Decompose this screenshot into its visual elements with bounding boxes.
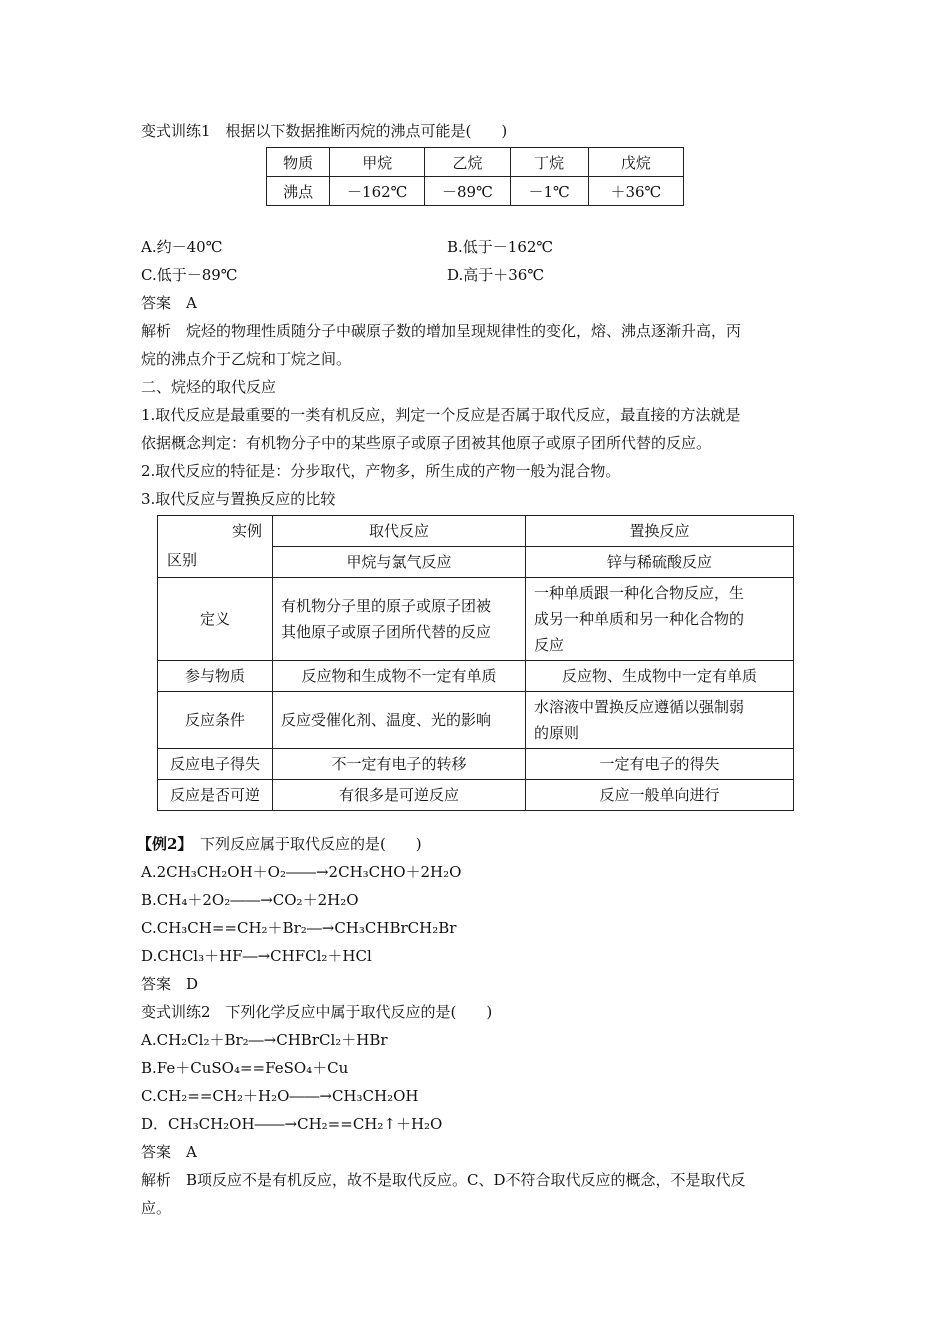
table-cell — [526, 578, 794, 661]
paragraph: 1.取代反应是最重要的一类有机反应，判定一个反应是否属于取代反应，最直接的方法就是 — [141, 406, 741, 424]
table-cell: 一定有电子的得失 — [526, 749, 794, 780]
cell-line: 反应 — [534, 636, 565, 654]
option-a: A.2CH₃CH₂OH＋O₂――→2CH₃CHO＋2H₂O — [141, 863, 462, 881]
table-row — [158, 578, 794, 661]
analysis: 解析 烷烃的物理性质随分子中碳原子数的增加呈现规律性的变化，熔、沸点逐渐升高，丙 — [141, 322, 742, 340]
option-d: D.CHCl₃＋HF―→CHFCl₂＋HCl — [141, 947, 372, 965]
option-a: A.约－40℃ — [141, 238, 223, 256]
answer: 答案 A — [141, 1143, 197, 1161]
cell-line: 的原则 — [534, 724, 580, 742]
table-cell — [273, 578, 526, 661]
table-cell: 反应受催化剂、温度、光的影响 — [273, 692, 526, 749]
table-cell: 物质 — [267, 148, 330, 177]
table-row — [267, 148, 684, 177]
row-label: 参与物质 — [158, 661, 273, 692]
exercise2-question: 变式训练2 下列化学反应中属于取代反应的是( ) — [141, 1003, 493, 1021]
cell-line: 其他原子或原子团所代替的反应 — [281, 623, 492, 641]
row-label: 反应是否可逆 — [158, 780, 273, 811]
option-b: B.低于－162℃ — [447, 238, 554, 256]
table-cell: 反应一般单向进行 — [526, 780, 794, 811]
cell-line: 有机物分子里的原子或原子团被 — [281, 597, 492, 615]
boiling-point-table — [266, 147, 684, 206]
option-a: A.CH₂Cl₂＋Br₂―→CHBrCl₂＋HBr — [141, 1031, 388, 1049]
table-cell: 甲烷 — [330, 148, 425, 177]
table-cell: －1℃ — [510, 177, 588, 206]
option-c: C.CH₃CH==CH₂＋Br₂―→CH₃CHBrCH₂Br — [141, 919, 457, 937]
column-subheader: 锌与稀硫酸反应 — [526, 547, 794, 578]
paragraph: 2.取代反应的特征是：分步取代，产物多，所生成的产物一般为混合物。 — [141, 462, 621, 480]
row-label: 反应条件 — [158, 692, 273, 749]
analysis-cont: 烷的沸点介于乙烷和丁烷之间。 — [141, 350, 352, 368]
table-row — [267, 177, 684, 206]
example2-question — [137, 834, 422, 854]
table-cell: ＋36℃ — [588, 177, 683, 206]
option-d: D.高于＋36℃ — [447, 266, 545, 284]
table-cell: 丁烷 — [510, 148, 588, 177]
example-tag: 【例2】 — [137, 835, 185, 853]
cell-line: 水溶液中置换反应遵循以强制弱 — [534, 698, 745, 716]
table-cell: 不一定有电子的转移 — [273, 749, 526, 780]
analysis-cont: 应。 — [141, 1199, 172, 1217]
comparison-table — [157, 515, 794, 811]
table-row — [158, 692, 794, 749]
section-title: 二、烷烃的取代反应 — [141, 378, 277, 396]
option-c: C.低于－89℃ — [141, 266, 238, 284]
table-cell: 反应物和生成物不一定有单质 — [273, 661, 526, 692]
table-corner-cell — [158, 516, 273, 578]
column-subheader: 甲烷与氯气反应 — [273, 547, 526, 578]
table-cell: 乙烷 — [425, 148, 510, 177]
row-label: 反应电子得失 — [158, 749, 273, 780]
column-header: 取代反应 — [273, 516, 526, 547]
table-cell: 戊烷 — [588, 148, 683, 177]
option-c: C.CH₂==CH₂＋H₂O――→CH₃CH₂OH — [141, 1087, 419, 1105]
analysis: 解析 B项反应不是有机反应，故不是取代反应。C、D不符合取代反应的概念，不是取代反 — [141, 1171, 746, 1189]
table-cell: －162℃ — [330, 177, 425, 206]
table-row — [158, 780, 794, 811]
exercise1-question: 变式训练1 根据以下数据推断丙烷的沸点可能是( ) — [141, 122, 508, 140]
example-question-text: 下列反应属于取代反应的是( ) — [199, 835, 422, 853]
table-cell: 沸点 — [267, 177, 330, 206]
cell-line: 成另一种单质和另一种化合物的 — [534, 610, 745, 628]
option-b: B.Fe＋CuSO₄==FeSO₄＋Cu — [141, 1059, 349, 1077]
table-cell: 反应物、生成物中一定有单质 — [526, 661, 794, 692]
table-cell: －89℃ — [425, 177, 510, 206]
table-cell — [526, 692, 794, 749]
row-label: 定义 — [158, 578, 273, 661]
table-cell: 有很多是可逆反应 — [273, 780, 526, 811]
answer: 答案 A — [141, 294, 197, 312]
paragraph: 3.取代反应与置换反应的比较 — [141, 490, 336, 508]
corner-label-top: 实例 — [231, 522, 262, 540]
option-b: B.CH₄＋2O₂――→CO₂＋2H₂O — [141, 891, 359, 909]
table-row — [158, 749, 794, 780]
table-row — [158, 516, 794, 547]
column-header: 置换反应 — [526, 516, 794, 547]
corner-label-bottom: 区别 — [167, 551, 198, 569]
table-row — [158, 661, 794, 692]
option-d: D．CH₃CH₂OH――→CH₂==CH₂↑＋H₂O — [141, 1115, 443, 1133]
paragraph-cont: 依据概念判定：有机物分子中的某些原子或原子团被其他原子或原子团所代替的反应。 — [141, 434, 712, 452]
answer: 答案 D — [141, 975, 199, 993]
cell-line: 一种单质跟一种化合物反应，生 — [534, 584, 745, 602]
